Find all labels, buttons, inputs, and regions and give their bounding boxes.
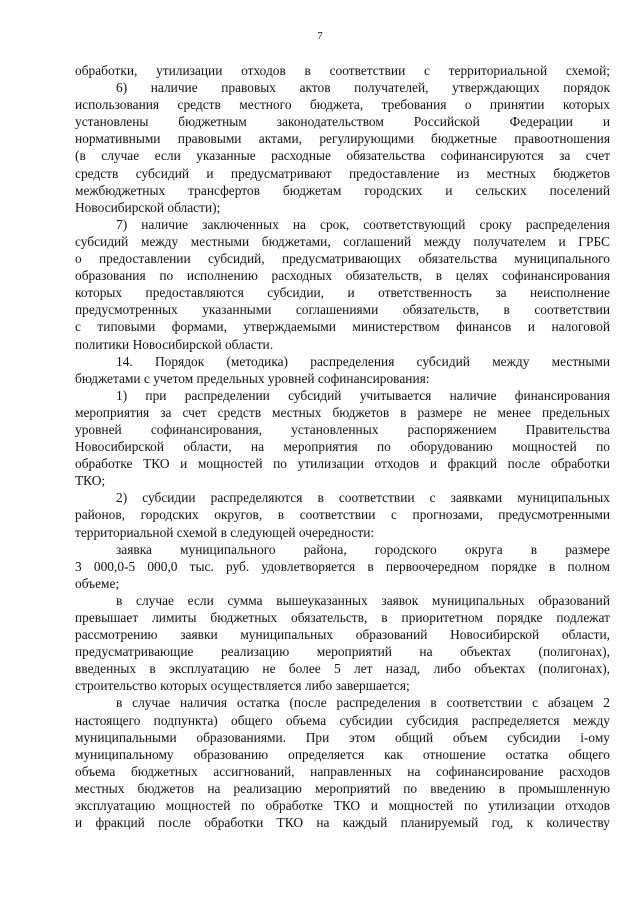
text-line: объеме;: [75, 575, 120, 591]
page-number: 7: [317, 30, 323, 42]
text-line: обработке ТКО и мощностей по утилизации отходов и фракций после обработки: [75, 456, 610, 472]
text-line: строительство которых осуществляется либо завершается;: [75, 678, 410, 694]
text-line: предусматривающие реализацию мероприятий на объектах (полигонах),: [75, 644, 610, 660]
text-line: превышает лимиты бюджетных обязательств, в приоритетном порядке подлежат: [75, 610, 610, 625]
text-line: ТКО;: [75, 473, 106, 489]
text-line: муниципальному образованию определяется как отношение остатка общего: [75, 746, 610, 762]
document-body: [75, 62, 610, 831]
text-line: средств субсидий и предусматривают предоставление из местных бюджетов: [75, 165, 610, 181]
text-line: использования средств местного бюджета, требования о принятии которых: [75, 97, 610, 113]
text-line: 2) субсидии распределяются в соответствии с заявками муниципальных: [116, 490, 610, 506]
text-line: о предоставлении субсидий, предусматривающих обязательства муниципального: [75, 251, 610, 267]
text-line: муниципальными образованиями. При этом общий объем субсидии i-ому: [75, 729, 610, 745]
text-line: в случае если сумма вышеуказанных заявок муниципальных образований: [116, 592, 610, 608]
text-line: местных бюджетов на реализацию мероприятий по введению в промышленную: [75, 780, 610, 796]
text-line: 14. Порядок (методика) распределения субсидий между местными: [116, 353, 610, 369]
text-line: введенных в эксплуатацию не более 5 лет назад, либо объектах (полигонах),: [75, 661, 610, 677]
text-line: заявка муниципального района, городского округа в размере: [116, 541, 610, 557]
text-line: эксплуатацию мощностей по обработке ТКО и мощностей по утилизации отходов: [75, 798, 610, 814]
text-line: и фракций после обработки ТКО на каждый планируемый год, к количеству: [75, 815, 610, 831]
text-line: с типовыми формами, утверждаемыми министерством финансов и налоговой: [75, 319, 610, 335]
text-line: 1) при распределении субсидий учитывается наличие финансирования: [116, 387, 610, 403]
text-line: рассмотрению заявки муниципальных образований Новосибирской области,: [75, 627, 610, 643]
text-line: нормативными правовыми актами, регулирующими бюджетные правоотношения: [75, 131, 610, 147]
text-line: предусмотренных указанными соглашениями обязательств, в соответствии: [75, 302, 610, 318]
text-line: образования по исполнению расходных обязательств, в целях софинансирования: [75, 268, 610, 284]
text-line: политики Новосибирской области.: [75, 336, 274, 352]
text-line: объема бюджетных ассигнований, направленных на софинансирование расходов: [75, 763, 610, 779]
text-line: 3 000,0-5 000,0 тыс. руб. удовлетворяется в первоочередном порядке в полном: [75, 558, 610, 574]
text-line: субсидий между местными бюджетами, соглашений между получателем и ГРБС: [75, 233, 610, 249]
text-line: 6) наличие правовых актов получателей, утверждающих порядок: [116, 80, 610, 96]
text-line: которых предоставляются субсидии, и ответственность за неисполнение: [75, 285, 610, 301]
text-line: Новосибирской области);: [75, 199, 221, 215]
text-line: (в случае если указанные расходные обязательства софинансируются за счет: [75, 148, 610, 164]
text-line: уровней софинансирования, установленных распоряжением Правительства: [75, 421, 610, 437]
text-line: межбюджетных трансфертов бюджетам городских и сельских поселений: [75, 182, 610, 198]
text-line: установлены бюджетным законодательством Российской Федерации и: [75, 114, 610, 130]
text-line: в случае наличия остатка (после распределения в соответствии с абзацем 2: [116, 695, 610, 711]
text-line: Новосибирской области, на мероприятия по оборудованию мощностей по: [75, 439, 610, 455]
text-line: настоящего подпункта) общего объема субсидии субсидия распределяется между: [75, 712, 610, 728]
text-line: районов, городских округов, в соответствии с прогнозами, предусмотренными: [75, 507, 610, 523]
text-line: 7) наличие заключенных на срок, соответствующий сроку распределения: [116, 216, 610, 232]
text-line: территориальной схемой в следующей очередности:: [75, 524, 375, 540]
text-line: мероприятия за счет средств местных бюджетов в размере не менее предельных: [75, 404, 610, 420]
text-line: обработки, утилизации отходов в соответствии с территориальной схемой;: [75, 63, 610, 78]
text-line: бюджетами с учетом предельных уровней софинансирования:: [75, 370, 430, 386]
